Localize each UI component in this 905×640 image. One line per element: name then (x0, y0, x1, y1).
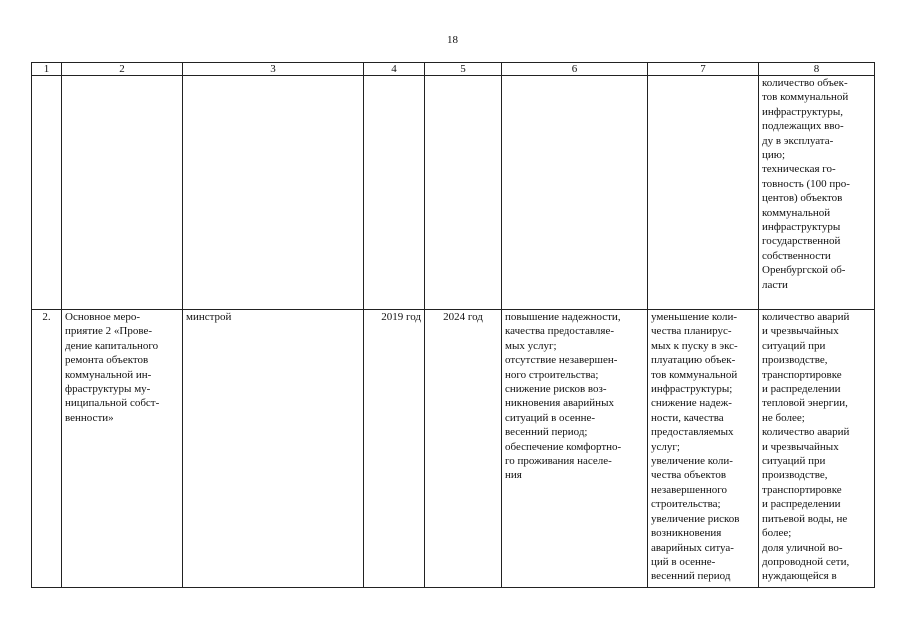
column-header-1: 1 (32, 63, 62, 76)
activity-name-cell (62, 76, 183, 310)
column-header-4: 4 (364, 63, 425, 76)
table-header-row (32, 63, 875, 76)
start-year-cell: 2019 год (364, 310, 425, 588)
column-header-7: 7 (648, 63, 759, 76)
column-header-3: 3 (183, 63, 364, 76)
expected-result-cell: повышение надежности, качества предоставляе- мых услуг; отсутствие незавершен- ного строительства; снижение рисков воз- никновения аварийных ситуаций в осенне- весенний период; обеспечение комфортно- го проживания населе- ния (502, 310, 648, 588)
end-year-cell (425, 76, 502, 310)
column-header-5: 5 (425, 63, 502, 76)
page-number: 18 (447, 34, 458, 46)
executor-cell (183, 76, 364, 310)
start-year-cell (364, 76, 425, 310)
row-number-cell: 2. (32, 310, 62, 588)
executor-cell: минстрой (183, 310, 364, 588)
consequences-cell: уменьшение коли- чества планирус- мых к пуску в экс- плуатацию объек- тов коммунальной инфраструктуры; снижение надеж- ности, качества предоставляемых услуг; увеличение коли- чества объектов незавершенного строительства; увеличение рисков возникновения аварийных ситуа- ций в осенне- весенний период (648, 310, 759, 588)
column-header-8: 8 (759, 63, 875, 76)
table-row (32, 310, 875, 588)
end-year-cell: 2024 год (425, 310, 502, 588)
column-header-2: 2 (62, 63, 183, 76)
column-header-6: 6 (502, 63, 648, 76)
table-row (32, 76, 875, 310)
indicators-cell: количество аварий и чрезвычайных ситуаций при производстве, транспортировке и распределении тепловой энергии, не более; количество аварий и чрезвычайных ситуаций при производстве, транспортировке и распределении питьевой воды, не более; доля уличной во- допроводной сети, нуждающейся в (759, 310, 875, 588)
activity-name-cell: Основное меро- приятие 2 «Прове- дение капитального ремонта объектов коммунальной ин- фраструктуры му- ниципальной собст- венности» (62, 310, 183, 588)
indicators-cell: количество объек- тов коммунальной инфраструктуры, подлежащих вво- ду в эксплуата- цию; техническая го- товность (100 про- центов) объектов коммунальной инфраструктуры государственной собственности Оренбургской об- ласти (759, 76, 875, 310)
consequences-cell (648, 76, 759, 310)
row-number-cell (32, 76, 62, 310)
expected-result-cell (502, 76, 648, 310)
activities-table (31, 62, 875, 588)
